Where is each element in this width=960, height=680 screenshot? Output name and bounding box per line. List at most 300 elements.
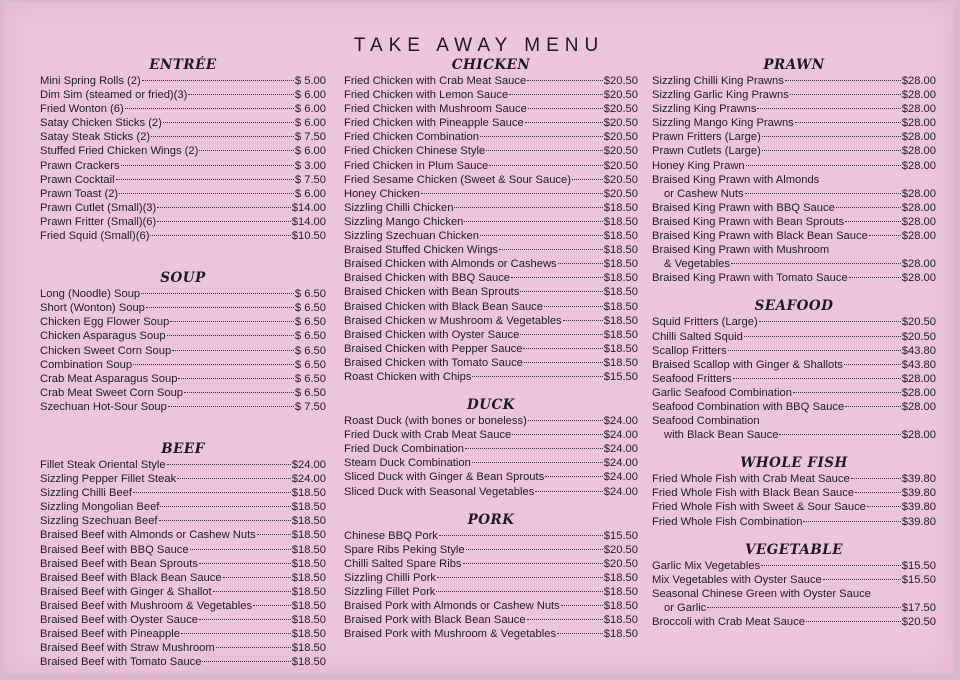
dot-leader: [572, 179, 603, 180]
menu-item: [40, 528, 326, 542]
menu-item: [344, 414, 638, 428]
item-name: Seafood Combination with BBQ Sauce: [652, 400, 845, 413]
item-price: $20.50: [603, 75, 638, 87]
menu-item: [40, 585, 326, 599]
menu-item: [652, 271, 936, 285]
menu-item: [344, 557, 638, 571]
item-price: $24.00: [291, 473, 326, 486]
item-name: Sizzling Szechuan Beef: [40, 515, 158, 528]
menu-item: [344, 599, 638, 613]
dot-leader: [465, 448, 603, 449]
section-chicken: [344, 56, 638, 384]
dot-leader: [527, 619, 603, 620]
menu-item: [652, 315, 936, 329]
item-name: Prawn Fritter (Small)(6): [40, 215, 157, 228]
dot-leader: [845, 406, 901, 407]
item-price: $ 6.50: [294, 372, 326, 385]
dot-leader: [512, 434, 603, 435]
dot-leader: [528, 420, 603, 421]
item-price: $18.50: [603, 300, 638, 313]
dot-leader: [160, 506, 290, 507]
menu-item: [40, 329, 326, 343]
item-price: $ 6.00: [294, 89, 326, 102]
item-name: Fried Chicken Chinese Style: [344, 145, 486, 158]
dot-leader: [844, 364, 901, 365]
menu-item: [40, 627, 326, 641]
item-price: $15.50: [603, 529, 638, 542]
menu-item: [40, 514, 326, 528]
item-price: $28.00: [901, 215, 936, 228]
dot-leader: [558, 263, 603, 264]
dot-leader: [199, 150, 294, 151]
item-price: $ 6.50: [294, 358, 326, 371]
dot-leader: [707, 607, 901, 608]
item-price: $ 6.50: [294, 330, 326, 343]
dot-leader: [181, 633, 291, 634]
item-price: $18.50: [291, 543, 326, 556]
item-price: $28.00: [901, 272, 936, 285]
dot-leader: [509, 94, 603, 95]
item-price: $18.50: [603, 571, 638, 584]
item-price: $ 6.50: [294, 344, 326, 357]
dot-leader: [520, 334, 602, 335]
section-prawn: [652, 56, 936, 285]
menu-item: [652, 130, 936, 144]
item-price: $24.00: [603, 429, 638, 442]
item-price: $18.50: [291, 501, 326, 514]
item-price: $18.50: [291, 557, 326, 570]
menu-item: [40, 315, 326, 329]
menu-item: [344, 243, 638, 257]
item-name: Fried Whole Fish with Black Bean Sauce: [652, 487, 855, 500]
menu-item: [40, 655, 326, 669]
dot-leader: [836, 207, 901, 208]
item-price: $43.80: [901, 358, 936, 371]
menu-item: [40, 215, 326, 229]
item-price: $28.00: [901, 372, 936, 385]
menu-item: [652, 358, 936, 372]
item-name: Braised Chicken with Almonds or Cashews: [344, 258, 557, 271]
item-name: Sizzling Szechuan Chicken: [344, 230, 479, 243]
item-name: Chicken Egg Flower Soup: [40, 316, 170, 329]
item-name: Prawn Crackers: [40, 159, 120, 172]
dot-leader: [867, 506, 901, 507]
dot-leader: [253, 605, 291, 606]
menu-item: [40, 173, 326, 187]
menu-item: [344, 342, 638, 356]
item-price: $18.50: [603, 286, 638, 299]
menu-item: [652, 500, 936, 514]
item-price: $ 6.50: [294, 386, 326, 399]
menu-item: [40, 144, 326, 158]
menu-item: [344, 130, 638, 144]
dot-leader: [223, 577, 291, 578]
item-name: Sizzling Chilli Beef: [40, 487, 133, 500]
item-name: Braised Chicken with Tomato Sauce: [344, 356, 523, 369]
item-price: $ 7.50: [294, 400, 326, 413]
item-name: Seafood Fritters: [652, 372, 732, 385]
menu-item: [344, 613, 638, 627]
item-price: $28.00: [901, 103, 936, 116]
item-name: Stuffed Fried Chicken Wings (2): [40, 145, 199, 158]
dot-leader: [793, 392, 901, 393]
menu-item: [652, 386, 936, 400]
menu-item: [344, 285, 638, 299]
menu-item: [652, 559, 936, 573]
menu-item: [40, 613, 326, 627]
dot-leader: [190, 549, 291, 550]
item-price: $ 5.00: [294, 75, 326, 87]
item-price: $20.50: [901, 616, 936, 628]
item-name: Braised Beef with Black Bean Sauce: [40, 571, 222, 584]
menu-column-2: [344, 56, 638, 641]
item-name: Fried Chicken Combination: [344, 131, 479, 144]
menu-title: TAKE AWAY MENU: [353, 35, 605, 56]
item-name: Sizzling Mango Chicken: [344, 215, 464, 228]
item-price: $39.80: [901, 473, 936, 486]
item-price: $18.50: [603, 215, 638, 228]
item-price: $18.50: [291, 487, 326, 500]
dot-leader: [472, 376, 602, 377]
section-seafood: [652, 297, 936, 442]
menu-item: [344, 571, 638, 585]
menu-item: [40, 344, 326, 358]
menu-item: [344, 173, 638, 187]
menu-item: [344, 201, 638, 215]
menu-item: [652, 372, 936, 386]
item-price: $18.50: [603, 342, 638, 355]
dot-leader: [177, 478, 291, 479]
menu-column-1: [40, 56, 326, 669]
menu-item: [344, 442, 638, 456]
section-title: DUCK: [467, 397, 515, 414]
item-price: $28.00: [901, 400, 936, 413]
item-price: $18.50: [603, 586, 638, 598]
item-name: Sizzling Chilli King Prawns: [652, 75, 784, 87]
dot-leader: [436, 591, 602, 592]
dot-leader: [133, 492, 291, 493]
menu-item: [344, 314, 638, 328]
item-name: Sizzling Fillet Pork: [344, 586, 436, 598]
dot-leader: [855, 492, 901, 493]
menu-item: [344, 257, 638, 271]
item-price: $ 3.00: [294, 159, 326, 172]
menu-item: [652, 116, 936, 130]
menu-item: [652, 400, 936, 414]
item-name: Braised Chicken with Bean Sprouts: [344, 286, 520, 299]
item-price: $14.00: [291, 215, 326, 228]
menu-item: [40, 500, 326, 514]
dot-leader: [524, 362, 603, 363]
item-price: $28.00: [901, 258, 936, 271]
menu-item: [652, 428, 936, 442]
item-name: Fried Whole Fish with Crab Meat Sauce: [652, 473, 850, 486]
item-price: $15.50: [603, 370, 638, 383]
item-name: Garlic Mix Vegetables: [652, 559, 761, 572]
item-price: $43.80: [901, 344, 936, 357]
menu-item: [652, 486, 936, 500]
item-name: Braised Beef with Straw Mushroom: [40, 642, 215, 655]
item-name: Sliced Duck with Ginger & Bean Sprouts: [344, 471, 545, 484]
menu-item: [652, 243, 936, 257]
dot-leader: [188, 94, 294, 95]
dot-leader: [159, 520, 291, 521]
dot-leader: [141, 293, 294, 294]
item-price: $39.80: [901, 515, 936, 528]
menu-item: [344, 428, 638, 442]
section-title: CHICKEN: [451, 57, 531, 73]
dot-leader: [170, 321, 294, 322]
menu-item: [652, 201, 936, 215]
dot-leader: [146, 307, 294, 308]
item-name: Crab Meat Sweet Corn Soup: [40, 386, 184, 399]
item-price: $28.00: [901, 429, 936, 442]
item-price: $20.50: [603, 131, 638, 144]
item-name: Fried Chicken with Crab Meat Sauce: [344, 75, 527, 87]
item-price: $18.50: [291, 599, 326, 612]
menu-item: [652, 573, 936, 587]
menu-item: [344, 144, 638, 158]
dot-leader: [520, 291, 602, 292]
item-price: $28.00: [901, 89, 936, 102]
item-name: Braised Beef with Mushroom & Vegetables: [40, 599, 253, 612]
item-price: $18.50: [603, 614, 638, 627]
item-price: $20.50: [603, 187, 638, 200]
item-price: $ 6.50: [294, 316, 326, 329]
item-name: Mix Vegetables with Oyster Sauce: [652, 573, 822, 586]
item-price: $18.50: [603, 272, 638, 285]
item-price: $24.00: [603, 471, 638, 484]
item-price: $ 7.50: [294, 131, 326, 144]
item-price: $24.00: [603, 485, 638, 498]
dot-leader: [167, 464, 291, 465]
dot-leader: [744, 336, 901, 337]
item-name: Sizzling Garlic King Prawns: [652, 89, 789, 102]
item-name: Chilli Salted Spare Ribs: [344, 557, 462, 570]
menu-item: [652, 144, 936, 158]
dot-leader: [199, 619, 291, 620]
dot-leader: [150, 235, 290, 236]
item-name: Fried Sesame Chicken (Sweet & Sour Sauce): [344, 173, 571, 186]
item-name: Sizzling Mango King Prawns: [652, 117, 794, 130]
item-price: $28.00: [901, 386, 936, 399]
menu-item: [40, 543, 326, 557]
dot-leader: [499, 249, 603, 250]
menu-item: [344, 470, 638, 484]
item-price: $ 7.50: [294, 173, 326, 186]
menu-item: [344, 543, 638, 557]
item-name: Chicken Sweet Corn Soup: [40, 344, 172, 357]
item-name: Prawn Toast (2): [40, 187, 119, 200]
menu-item: [652, 187, 936, 201]
menu-item: [40, 400, 326, 414]
menu-item: [40, 88, 326, 102]
item-name: Fried Duck Combination: [344, 443, 465, 456]
menu-item: [40, 599, 326, 613]
menu-item: [40, 287, 326, 301]
dot-leader: [561, 605, 603, 606]
item-price: $18.50: [291, 614, 326, 626]
menu-item: [344, 456, 638, 470]
item-price: $18.50: [603, 314, 638, 327]
dot-leader: [202, 661, 290, 662]
item-name: Prawn Cutlets (Large): [652, 145, 761, 158]
dot-leader: [525, 122, 603, 123]
section-title: BEEF: [161, 440, 205, 457]
item-name: Braised King Prawn with BBQ Sauce: [652, 201, 835, 214]
menu-item: [652, 615, 936, 629]
section-title: ENTRÉE: [149, 57, 217, 73]
dot-leader: [480, 136, 603, 137]
item-name: Chicken Asparagus Soup: [40, 330, 166, 343]
dot-leader: [535, 491, 602, 492]
item-price: $18.50: [603, 258, 638, 271]
menu-item: [40, 571, 326, 585]
dot-leader: [790, 94, 901, 95]
section-title: PRAWN: [763, 57, 825, 73]
menu-item: [344, 627, 638, 641]
dot-leader: [733, 378, 901, 379]
menu-item: [40, 372, 326, 386]
dot-leader: [762, 136, 901, 137]
item-name: Prawn Cocktail: [40, 173, 115, 186]
item-price: $20.50: [603, 103, 638, 116]
item-name: Braised King Prawn with Mushroom: [652, 244, 830, 257]
item-price: $18.50: [291, 529, 326, 542]
item-price: $24.00: [603, 457, 638, 470]
item-price: $20.50: [901, 316, 936, 329]
item-name: Braised King Prawn with Black Bean Sauce: [652, 230, 868, 243]
dot-leader: [849, 277, 901, 278]
dot-leader: [464, 221, 602, 222]
item-price: $20.50: [901, 330, 936, 343]
dot-leader: [466, 549, 603, 550]
item-price: $20.50: [603, 117, 638, 130]
item-price: $28.00: [901, 145, 936, 158]
item-name: Garlic Seafood Combination: [652, 386, 792, 399]
item-name: Szechuan Hot-Sour Soup: [40, 400, 167, 413]
item-name: Braised Beef with Tomato Sauce: [40, 656, 202, 669]
item-name: Braised Pork with Almonds or Cashew Nuts: [344, 600, 560, 613]
item-name: Sizzling Pepper Fillet Steak: [40, 473, 177, 486]
item-name: Seafood Combination: [652, 415, 760, 428]
item-name: Braised Chicken with BBQ Sauce: [344, 272, 511, 285]
item-price: $ 6.00: [294, 187, 326, 200]
item-price: $39.80: [901, 487, 936, 500]
dot-leader: [167, 335, 294, 336]
item-name: or Cashew Nuts: [664, 187, 744, 200]
menu-item: [40, 557, 326, 571]
item-name: Scallop Fritters: [652, 344, 727, 357]
dot-leader: [421, 193, 603, 194]
section-title: SEAFOOD: [754, 298, 834, 315]
item-price: $20.50: [603, 159, 638, 172]
section-beef: [40, 440, 326, 669]
item-name: Squid Fritters (Large): [652, 316, 758, 329]
menu-page: [4, 2, 954, 674]
menu-item: [40, 74, 326, 88]
menu-item: [344, 215, 638, 229]
dot-leader: [762, 150, 901, 151]
menu-item: [652, 173, 936, 187]
item-price: $18.50: [603, 244, 638, 257]
dot-leader: [511, 277, 603, 278]
item-name: with Black Bean Sauce: [664, 429, 779, 442]
item-name: Braised King Prawn with Tomato Sauce: [652, 272, 848, 285]
dot-leader: [557, 633, 603, 634]
item-price: $18.50: [603, 628, 638, 641]
item-name: Braised Stuffed Chicken Wings: [344, 244, 499, 257]
dot-leader: [746, 165, 901, 166]
menu-item: [40, 458, 326, 472]
item-price: $28.00: [901, 230, 936, 243]
item-name: Crab Meat Asparagus Soup: [40, 372, 178, 385]
item-price: $17.50: [901, 601, 936, 614]
item-name: Short (Wonton) Soup: [40, 302, 145, 315]
item-name: Broccoli with Crab Meat Sauce: [652, 616, 805, 628]
item-name: Braised Pork with Black Bean Sauce: [344, 614, 526, 627]
item-price: $18.50: [291, 642, 326, 655]
item-name: Braised Scallop with Ginger & Shallots: [652, 358, 843, 371]
menu-item: [652, 229, 936, 243]
item-name: Fried Chicken with Pineapple Sauce: [344, 117, 524, 130]
item-price: $20.50: [603, 173, 638, 186]
menu-item: [40, 301, 326, 315]
dot-leader: [463, 563, 603, 564]
menu-item: [344, 529, 638, 543]
menu-item: [652, 102, 936, 116]
item-price: $ 6.00: [294, 145, 326, 158]
dot-leader: [806, 621, 901, 622]
section-vegetable: [652, 541, 936, 629]
menu-item: [344, 88, 638, 102]
item-name: Fried Wonton (6): [40, 103, 124, 116]
item-name: Fried Squid (Small)(6): [40, 230, 150, 243]
dot-leader: [757, 108, 900, 109]
item-name: Mini Spring Rolls (2): [40, 75, 141, 87]
menu-item: [40, 102, 326, 116]
item-name: Fried Chicken with Mushroom Sauce: [344, 103, 527, 116]
item-name: Roast Duck (with bones or boneless): [344, 415, 527, 428]
item-name: Fried Chicken in Plum Sauce: [344, 159, 489, 172]
item-price: $18.50: [603, 600, 638, 613]
item-price: $28.00: [901, 201, 936, 214]
dot-leader: [216, 647, 291, 648]
item-price: $18.50: [291, 656, 326, 669]
item-name: Fillet Steak Oriental Style: [40, 458, 166, 471]
dot-leader: [121, 165, 294, 166]
item-name: Dim Sim (steamed or fried)(3): [40, 89, 188, 102]
item-name: Honey King Prawn: [652, 159, 745, 172]
dot-leader: [178, 378, 293, 379]
menu-item: [344, 229, 638, 243]
item-price: $20.50: [603, 89, 638, 102]
menu-item: [344, 585, 638, 599]
item-price: $28.00: [901, 75, 936, 87]
item-name: Long (Noodle) Soup: [40, 288, 141, 301]
item-price: $20.50: [603, 543, 638, 556]
item-name: Spare Ribs Peking Style: [344, 543, 465, 556]
dot-leader: [869, 235, 901, 236]
menu-item: [652, 587, 936, 601]
dot-leader: [133, 364, 294, 365]
item-name: Chinese BBQ Pork: [344, 529, 438, 542]
item-price: $24.00: [603, 415, 638, 428]
menu-item: [40, 130, 326, 144]
menu-item: [344, 74, 638, 88]
menu-item: [344, 485, 638, 499]
dot-leader: [795, 122, 901, 123]
